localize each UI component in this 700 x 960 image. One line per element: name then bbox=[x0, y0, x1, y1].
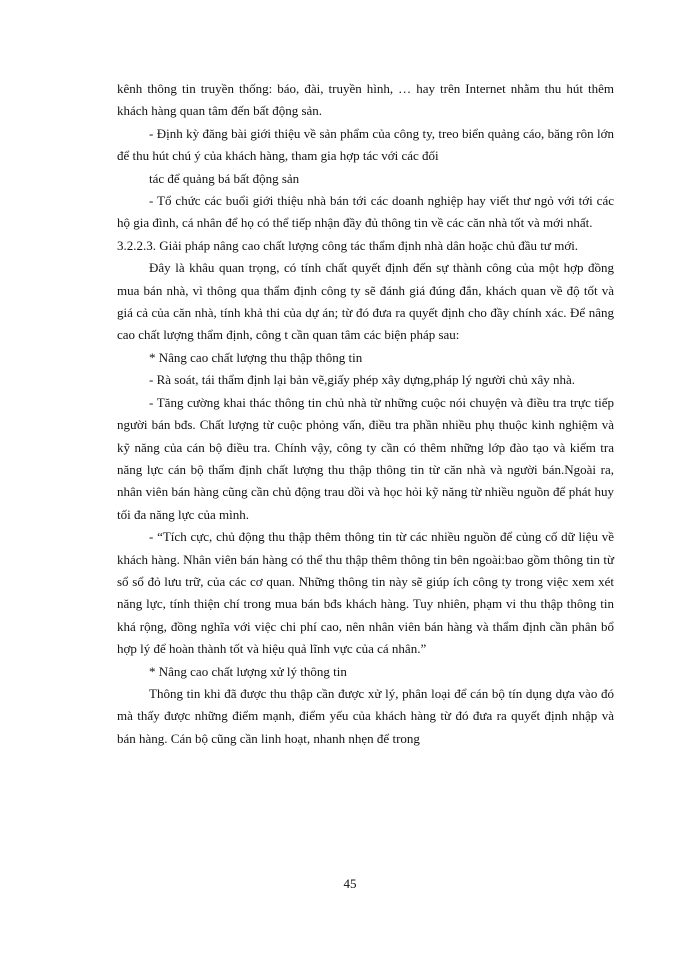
paragraph-advertising: - Định kỳ đăng bài giới thiệu về sản phẩm của công ty, treo biển quảng cáo, băng rôn lớn để thu hút chú ý của khách hàng, tham gia hợp tác với các đối bbox=[117, 125, 614, 164]
paragraph-advertising-cont: tác để quảng bá bất động sản bbox=[149, 170, 300, 186]
paragraph-quote: - “Tích cực, chủ động thu thập thêm thông tin từ các nhiều nguồn để củng cố dữ liệu về khách hàng. Nhân viên bán hàng có thể thu thập thêm thông tin bên ngoài:bao gồm thông tin từ sổ sổ đỏ lưu trữ, của các cơ quan. Những thông tin này sẽ giúp ích công ty trong việc xem xét năng lực, tính thiện chí trong mua bán bđs khách hàng. Tuy nhiên, phạm vi thu thập thông tin khá rộng, đồng nghĩa với việc chi phí cao, nên nhân viên bán hàng và thẩm định cần phân bổ hợp lý để hoàn thành tốt và hiệu quả lĩnh vực của cá nhân.” bbox=[117, 529, 614, 657]
page-number: 45 bbox=[343, 876, 357, 891]
page-body bbox=[117, 78, 614, 750]
paragraph-channels: kênh thông tin truyền thống: báo, đài, truyền hình, … hay trên Internet nhằm thu hút thêm khách hàng quan tâm đến bất động sản. bbox=[117, 81, 614, 119]
section-heading: 3.2.2.3. Giải pháp nâng cao chất lượng công tác thẩm định nhà dân hoặc chủ đầu tư mới. bbox=[117, 237, 579, 253]
paragraph-events: - Tổ chức các buổi giới thiệu nhà bán tới các doanh nghiệp hay viết thư ngỏ với tới các hộ gia đình, cá nhân để họ có thể tiếp nhận đầy đủ thông tin về các căn nhà tốt và mới nhất. bbox=[117, 193, 614, 231]
paragraph-processing: Thông tin khi đã được thu thập cần được xử lý, phân loại để cán bộ tín dụng dựa vào đó mà thấy được những điểm mạnh, điểm yếu của khách hàng từ đó đưa ra quyết định nhập và bán hàng. Cán bộ cũng cần linh hoạt, nhanh nhẹn để trong bbox=[117, 685, 614, 746]
subheading-info-collection: * Nâng cao chất lượng thu thập thông tin bbox=[149, 349, 363, 365]
paragraph-interview: - Tăng cường khai thác thông tin chủ nhà từ những cuộc nói chuyện và điều tra trực tiếp người bán bđs. Chất lượng từ cuộc phỏng vấn, điều tra phần nhiều phụ thuộc kinh nghiệm và kỹ năng của cán bộ điều tra. Chính vậy, công ty cần có thêm những lớp đào tạo và kiểm tra năng lực cán bộ thẩm định chất lượng thu thập thông tin từ căn nhà và người bán.Ngoài ra, nhân viên bán hàng cũng cần chủ động trau dồi và học hỏi kỹ năng từ nhiều nguồn để phát huy tối đa năng lực của mình. bbox=[117, 394, 614, 522]
paragraph-appraisal-intro: Đây là khâu quan trọng, có tính chất quyết định đến sự thành công của một hợp đồng mua bán nhà, vì thông qua thẩm định công ty sẽ đánh giá đúng đắn, khách quan về độ tốt và giá cả của căn nhà, tính khả thi của dự án; từ đó đưa ra quyết định cho đầy chính xác. Để nâng cao chất lượng thẩm định, công t cần quan tâm các biện pháp sau: bbox=[117, 260, 614, 343]
paragraph-review: - Rà soát, tái thẩm định lại bản vẽ,giấy phép xây dựng,pháp lý người chủ xây nhà. bbox=[149, 372, 576, 388]
subheading-info-processing: * Nâng cao chất lượng xử lý thông tin bbox=[149, 663, 347, 679]
